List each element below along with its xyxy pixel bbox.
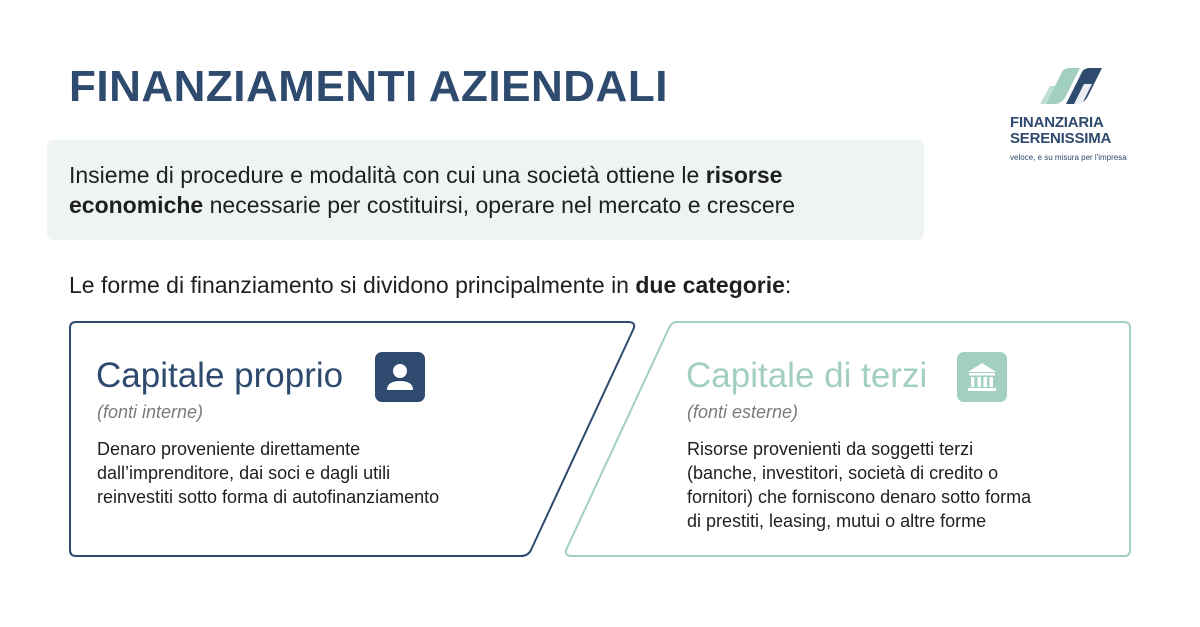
definition-text: Insieme di procedure e modalità con cui una società ottiene le risorse economiche necessarie per costituirsi, operare nel mercato e crescere: [69, 162, 796, 218]
card-external-icon-box: [957, 352, 1007, 402]
page-title: FINANZIAMENTI AZIENDALI: [69, 62, 668, 111]
bank-icon: [957, 352, 1007, 402]
card-internal-description: Denaro proveniente direttamente dall’imprenditore, dai soci e dagli utili reinvestiti sotto forma di autofinanziamento: [97, 439, 440, 507]
card-external-title: Capitale di terzi: [686, 356, 928, 395]
card-external-subtitle: (fonti esterne): [687, 402, 799, 422]
categories-intro: Le forme di finanziamento si dividono principalmente in due categorie:: [69, 272, 792, 298]
card-external-description: Risorse provenienti da soggetti terzi (banche, investitori, società di credito o fornitori) che forniscono denaro sotto forma di prestiti, leasing, mutui o altre forme: [687, 439, 1032, 531]
person-icon: [375, 352, 425, 402]
card-internal-subtitle: (fonti interne): [97, 402, 204, 422]
card-internal-icon-box: [375, 352, 425, 402]
logo-tagline: veloce, e su misura per l'impresa: [1010, 153, 1127, 162]
logo-name: FINANZIARIA SERENISSIMA: [1010, 114, 1112, 147]
card-internal-title: Capitale proprio: [96, 356, 344, 395]
